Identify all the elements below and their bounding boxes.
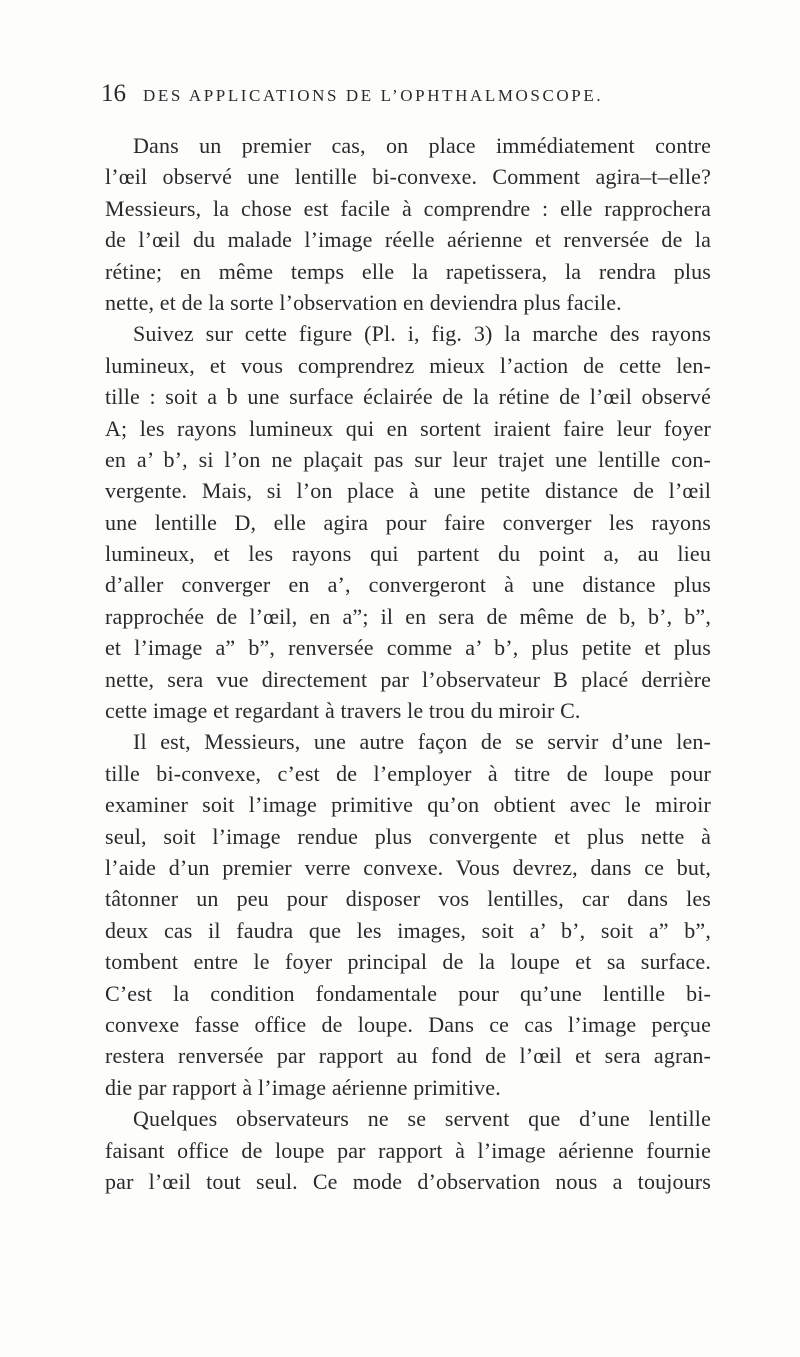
text-line: cette image et regardant à travers le trou du miroir C.	[105, 698, 581, 724]
text-line: en a’ b’, si l’on ne plaçait pas sur leur trajet une lentille con-	[105, 446, 711, 472]
text-line: C’est la condition fondamentale pour qu’une lentille bi-	[105, 980, 711, 1006]
text-line: Dans un premier cas, on place immédiatement contre	[133, 133, 711, 158]
text-line: Quelques observateurs ne se servent que d’une lentille	[133, 1106, 711, 1132]
text-line: Il est, Messieurs, une autre façon de se servir d’une len-	[133, 729, 711, 755]
text-line: nette, et de la sorte l’observation en deviendra plus facile.	[105, 289, 622, 315]
text-line: seul, soit l’image rendue plus convergente et plus nette à	[105, 823, 711, 849]
text-line: nette, sera vue directement par l’observateur B placé derrière	[105, 666, 711, 692]
running-head	[101, 80, 721, 116]
text-line: Suivez sur cette figure (Pl. i, fig. 3) la marche des rayons	[133, 321, 711, 347]
text-line: tille : soit a b une surface éclairée de la rétine de l’œil observé	[105, 384, 711, 410]
text-line: vergente. Mais, si l’on place à une petite distance de l’œil	[105, 478, 711, 504]
text-line: rétine; en même temps elle la rapetissera, la rendra plus	[105, 258, 711, 284]
body-text	[105, 130, 711, 1197]
text-line: restera renversée par rapport au fond de l’œil et sera agran-	[105, 1043, 711, 1069]
running-title: DES APPLICATIONS DE L’OPHTHALMOSCOPE.	[143, 86, 604, 105]
text-line: lumineux, et vous comprendrez mieux l’action de cette len-	[105, 352, 711, 378]
text-line: tombent entre le foyer principal de la loupe et sa surface.	[105, 949, 711, 975]
text-line: die par rapport à l’image aérienne primitive.	[105, 1074, 501, 1100]
text-line: Messieurs, la chose est facile à comprendre : elle rapprochera	[105, 195, 711, 221]
text-line: rapprochée de l’œil, en a”; il en sera de même de b, b’, b”,	[105, 603, 711, 629]
text-line: faisant office de loupe par rapport à l’image aérienne fournie	[105, 1137, 711, 1163]
text-line: lumineux, et les rayons qui partent du point a, au lieu	[105, 541, 711, 567]
text-line: deux cas il faudra que les images, soit a’ b’, soit a” b”,	[105, 917, 711, 943]
text-line: d’aller converger en a’, convergeront à une distance plus	[105, 572, 711, 598]
text-line: par l’œil tout seul. Ce mode d’observation nous a toujours	[105, 1168, 711, 1194]
text-line: l’aide d’un premier verre convexe. Vous devrez, dans ce but,	[105, 854, 711, 880]
text-line: de l’œil du malade l’image réelle aérienne et renversée de la	[105, 227, 711, 253]
text-line: une lentille D, elle agira pour faire converger les rayons	[105, 509, 711, 535]
text-line: convexe fasse office de loupe. Dans ce cas l’image perçue	[105, 1011, 711, 1037]
page-number: 16	[101, 80, 126, 107]
text-line: examiner soit l’image primitive qu’on obtient avec le miroir	[105, 792, 711, 818]
text-line: tâtonner un peu pour disposer vos lentilles, car dans les	[105, 886, 711, 912]
text-line: A; les rayons lumineux qui en sortent iraient faire leur foyer	[105, 415, 711, 441]
text-line: l’œil observé une lentille bi-convexe. Comment agira–t–elle?	[105, 164, 711, 190]
text-line: et l’image a” b”, renversée comme a’ b’, plus petite et plus	[105, 635, 711, 661]
text-line: tille bi-convexe, c’est de l’employer à titre de loupe pour	[105, 760, 711, 786]
